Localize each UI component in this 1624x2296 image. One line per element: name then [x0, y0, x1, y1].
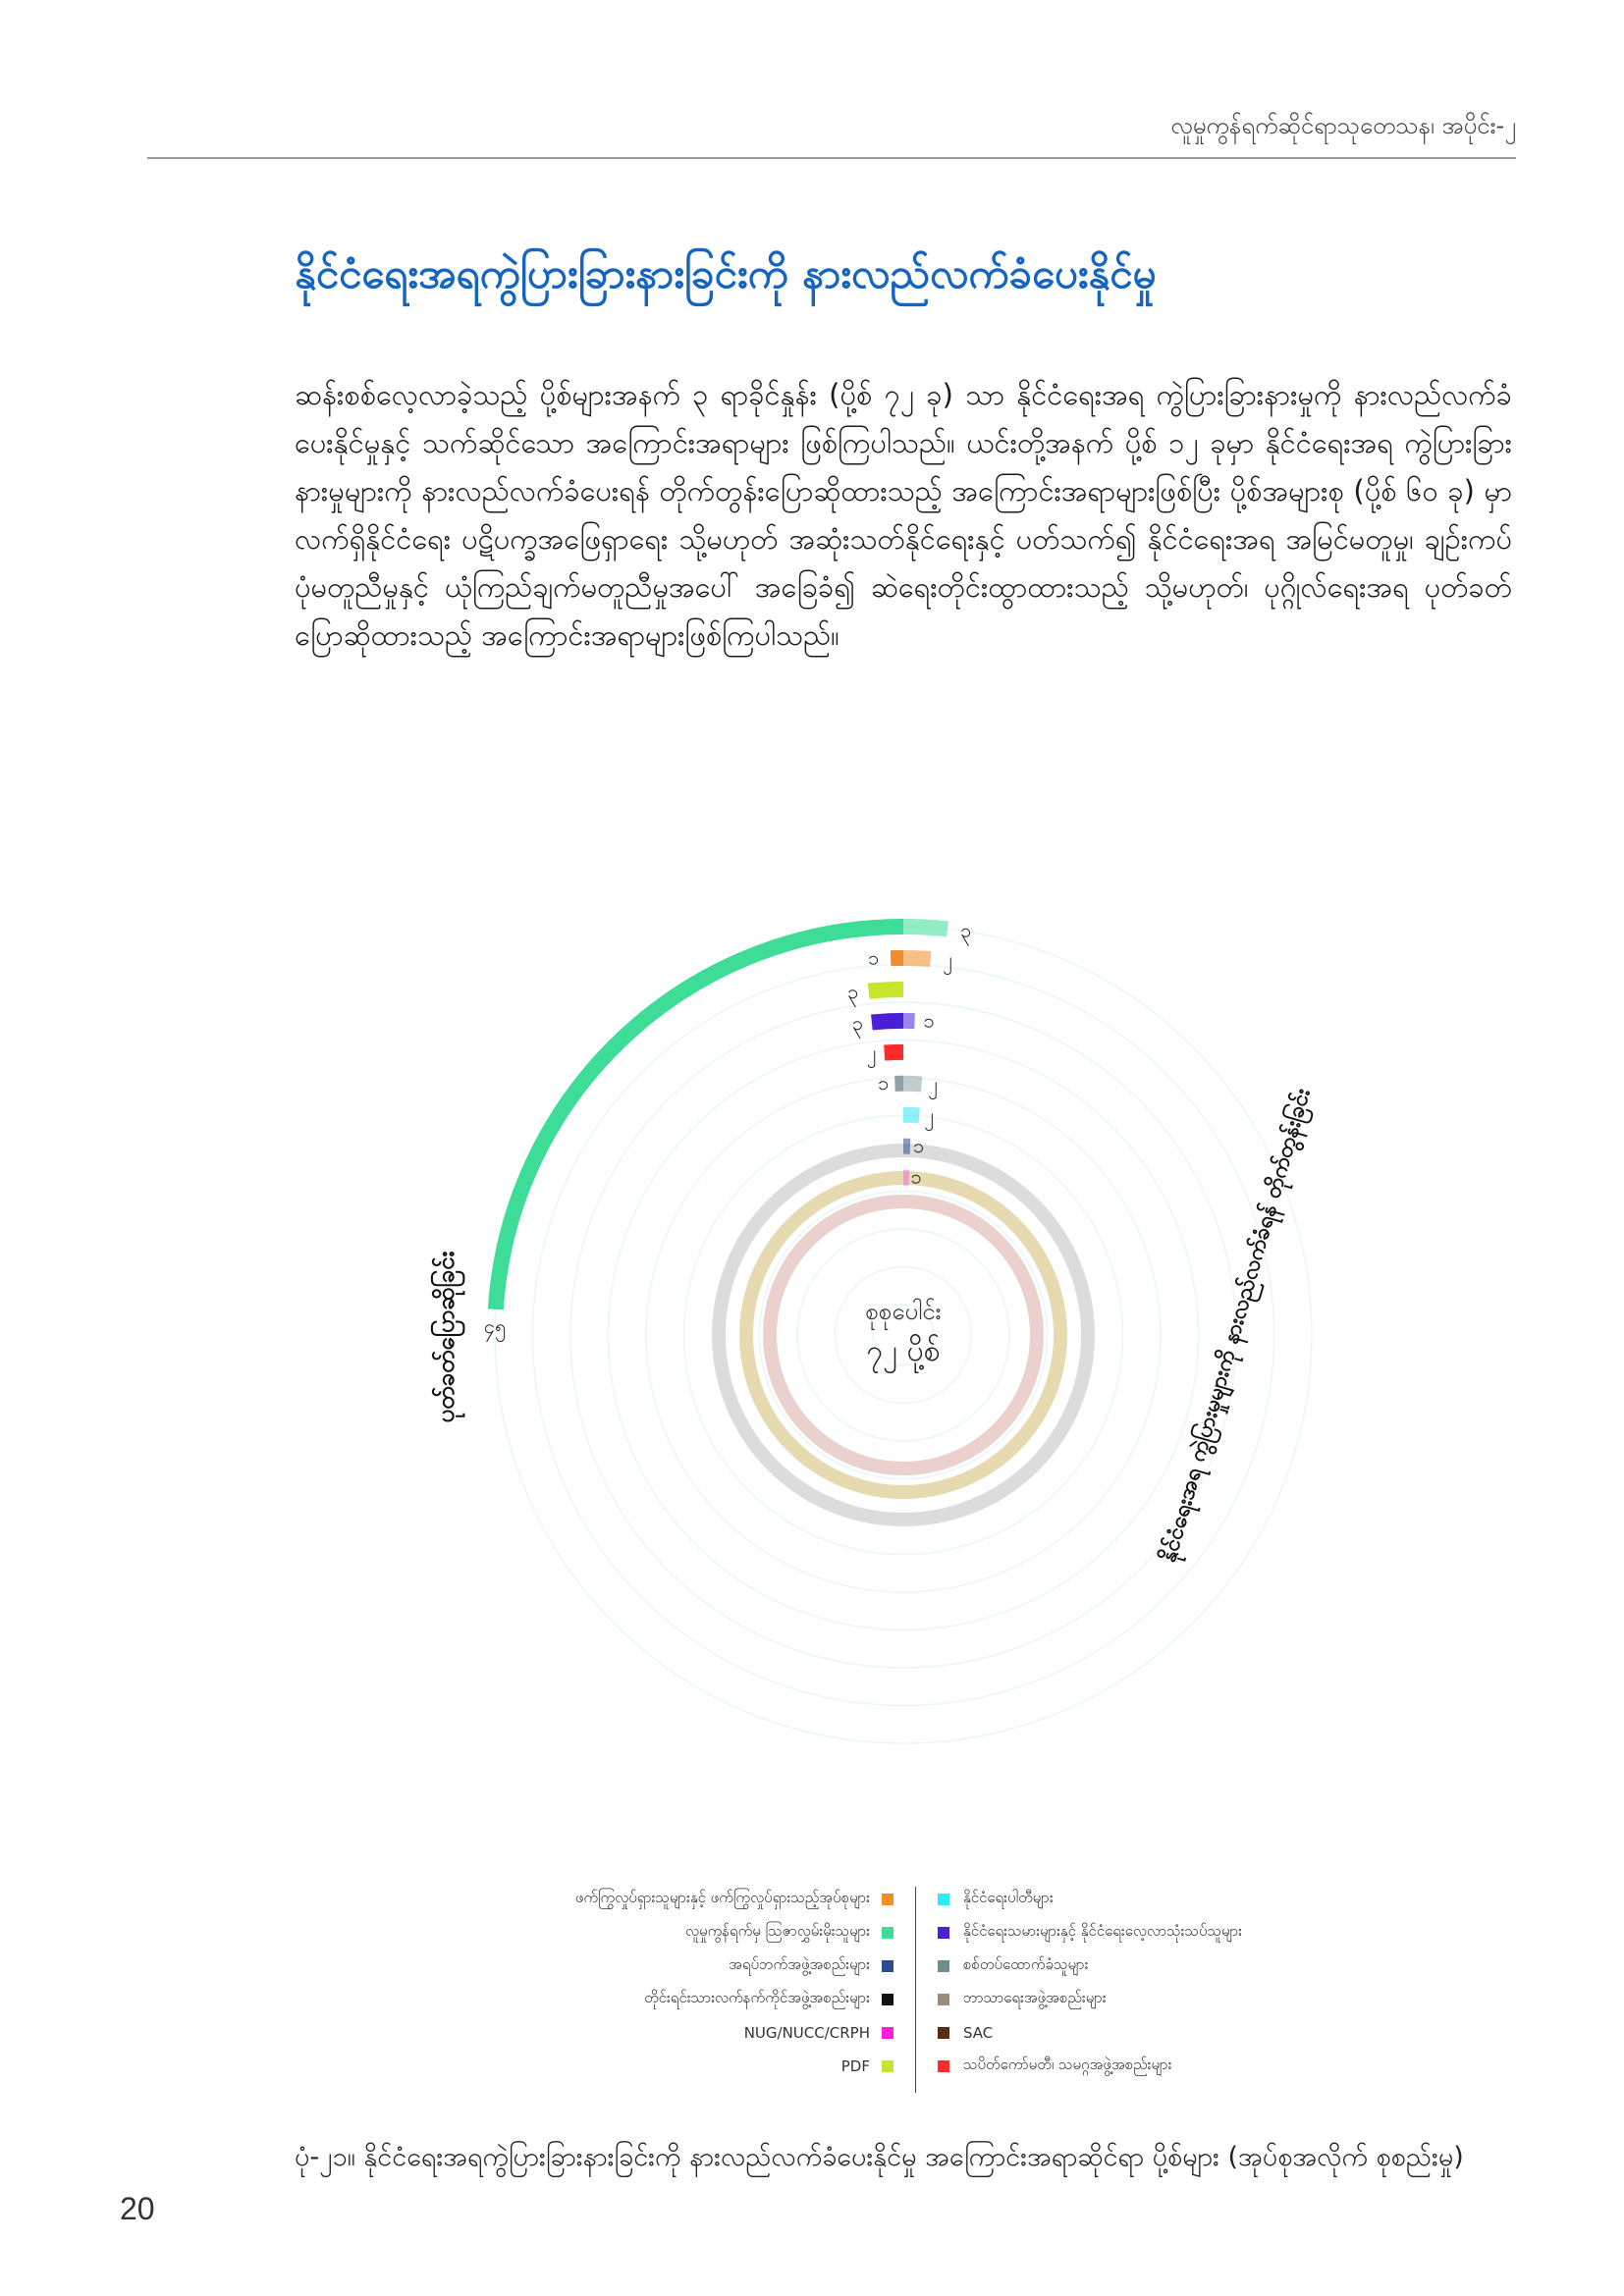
legend-swatch	[938, 1960, 949, 1972]
page-number: 20	[120, 2191, 155, 2226]
figure-caption: ပုံ-၂၁။ နိုင်ငံရေးအရကွဲပြားခြားနားခြင်းကို နားလည်လက်ခံပေးနိုင်မှု အကြောင်းအရာဆိုင်ရာ ပို့စ်များ (အုပ်စုအလိုက် စုစည်းမှု)	[295, 2142, 1464, 2172]
bar-right	[903, 1084, 922, 1085]
legend-label: သပိတ်ကော်မတီ၊ သမဂ္ဂအဖွဲ့အစည်းများ	[963, 2056, 1172, 2073]
legend-item	[938, 2016, 1350, 2050]
radial-bar-chart	[295, 785, 1326, 1826]
bar-left-label: ၁	[878, 1071, 890, 1095]
legend-label: အရပ်ဘက်အဖွဲ့အစည်းများ	[729, 1955, 870, 1973]
legend-swatch	[882, 2027, 893, 2039]
legend-item	[412, 1949, 893, 1983]
legend-swatch	[938, 1994, 949, 2005]
bar-right-label: ၂	[928, 1072, 939, 1096]
legend-swatch	[882, 1994, 893, 2005]
legend-label: လူမှုကွန်ရက်မှ သြဇာလွှမ်းမိုးသူများ	[684, 1922, 870, 1940]
legend-swatch	[938, 2060, 949, 2072]
body-paragraph: ဆန်းစစ်လေ့လာခဲ့သည့် ပို့စ်များအနက် ၃ ရာခိုင်နှုန်း (ပို့စ် ၇၂ ခု) သာ နိုင်ငံရေးအရ ကွဲပြားခြားနားမှုကို နားလည်လက်ခံပေးနိုင်မှုနှင့် သက်ဆိုင်သော အကြောင်းအရာများ ဖြစ်ကြပါသည်။ ယင်းတို့အနက် ပို့စ် ၁၂ ခုမှာ နိုင်ငံရေးအရ ကွဲပြားခြားနားမှုများကို နားလည်လက်ခံပေးရန် တိုက်တွန်းပြောဆိုထားသည့် အကြောင်းအရာများဖြစ်ပြီး ပို့စ်အများစု (ပို့စ် ၆၀ ခု) မှာ လက်ရှိနိုင်ငံရေး ပဋိပက္ခအဖြေရှာရေး သို့မဟုတ် အဆုံးသတ်နိုင်ရေးနှင့် ပတ်သက်၍ နိုင်ငံရေးအရ အမြင်မတူမှု၊ ချဉ်းကပ်ပုံမတူညီမှုနှင့် ယုံကြည်ချက်မတူညီမှုအပေါ် အခြေခံ၍ ဆဲရေးတိုင်းထွာထားသည့် သို့မဟုတ်၊ ပုဂ္ဂိုလ်ရေးအရ ပုတ်ခတ်ပြောဆိုထားသည့် အကြောင်းအရာများဖြစ်ကြပါသည်။	[295, 378, 1512, 652]
bar-left-label: ၃	[851, 1010, 864, 1035]
bar-right-label: ၂	[924, 1102, 935, 1127]
group-left-label: ပုတ်ခတ်ပြောဆိုခြင်း	[432, 1251, 460, 1423]
legend-swatch	[882, 1960, 893, 1972]
bar-left-label: ၁	[868, 945, 880, 970]
bar-left-label: ၂	[866, 1041, 877, 1065]
header-rule	[147, 157, 1516, 159]
bar-right	[903, 1115, 919, 1116]
bar-left-label: ၃	[847, 980, 859, 1004]
legend-label: တိုင်းရင်းသားလက်နက်ကိုင်အဖွဲ့အစည်းများ	[644, 1989, 870, 2006]
legend-swatch	[938, 2027, 949, 2039]
legend-label: နိုင်ငံရေးပါတီများ	[963, 1889, 1054, 1906]
section-title: နိုင်ငံရေးအရကွဲပြားခြားနားခြင်းကို နားလည်လက်ခံပေးနိုင်မှု	[295, 249, 1157, 297]
bar-right-label: ၁	[913, 1133, 925, 1157]
group-right-label: နိုင်ငံရေးအရ ကွဲပြားမှုများကို နားလည်လက်ခံရန် တိုက်တွန်းခြင်း	[1156, 1086, 1316, 1566]
legend-item	[412, 1983, 893, 2016]
bar-left	[869, 989, 903, 991]
legend-label: NUG/NUCC/CRPH	[743, 2024, 870, 2042]
legend-swatch	[938, 1894, 949, 1905]
center-label: စုစုပေါင်း	[865, 1298, 942, 1325]
bar-right-label: ၁	[910, 1164, 922, 1189]
legend-item	[412, 1916, 893, 1949]
legend-label: နိုင်ငံရေးသမားများနှင့် နိုင်ငံရေးလေ့လာသုံးသပ်သူများ	[963, 1922, 1242, 1940]
bar-left	[885, 1052, 903, 1053]
legend-label: ဖက်ကြွလှုပ်ရှားသူများနှင့် ဖက်ကြွလှုပ်ရှားသည့်အုပ်စုများ	[574, 1889, 870, 1906]
legend-swatch	[882, 1894, 893, 1905]
legend-swatch	[882, 2060, 893, 2072]
bar-left-label: ၄၅	[483, 1314, 507, 1339]
legend-label: SAC	[963, 2024, 994, 2042]
legend-item	[938, 1983, 1350, 2016]
legend-item	[938, 1883, 1350, 1916]
legend-right-column	[938, 1883, 1350, 2083]
legend-swatch	[938, 1927, 949, 1939]
legend-item	[938, 2050, 1350, 2083]
center-value: ၇၂ ပို့စ်	[866, 1334, 941, 1368]
legend-item	[938, 1949, 1350, 1983]
legend-label: ဘာသာရေးအဖွဲ့အစည်းများ	[963, 1989, 1107, 2006]
legend-label: စစ်တပ်ထောက်ခံသူများ	[963, 1955, 1089, 1973]
bar-right	[903, 927, 947, 929]
legend-item	[412, 2016, 893, 2050]
legend-item	[412, 1883, 893, 1916]
legend-item	[412, 2050, 893, 2083]
bar-right-label: ၁	[923, 1008, 935, 1033]
legend-item	[938, 1916, 1350, 1949]
legend-label: PDF	[840, 2057, 870, 2075]
bar-left	[872, 1021, 903, 1023]
bar-right-label: ၂	[943, 947, 953, 972]
chart-legend	[412, 1883, 1335, 2099]
bar-right	[903, 958, 931, 959]
legend-left-column	[412, 1883, 893, 2083]
legend-swatch	[882, 1927, 893, 1939]
bar-right-label: ၃	[960, 918, 972, 942]
running-header: လူမှုကွန်ရက်ဆိုင်ရာသုတေသန၊ အပိုင်း-၂	[1170, 112, 1516, 139]
legend-divider	[915, 1887, 916, 2093]
